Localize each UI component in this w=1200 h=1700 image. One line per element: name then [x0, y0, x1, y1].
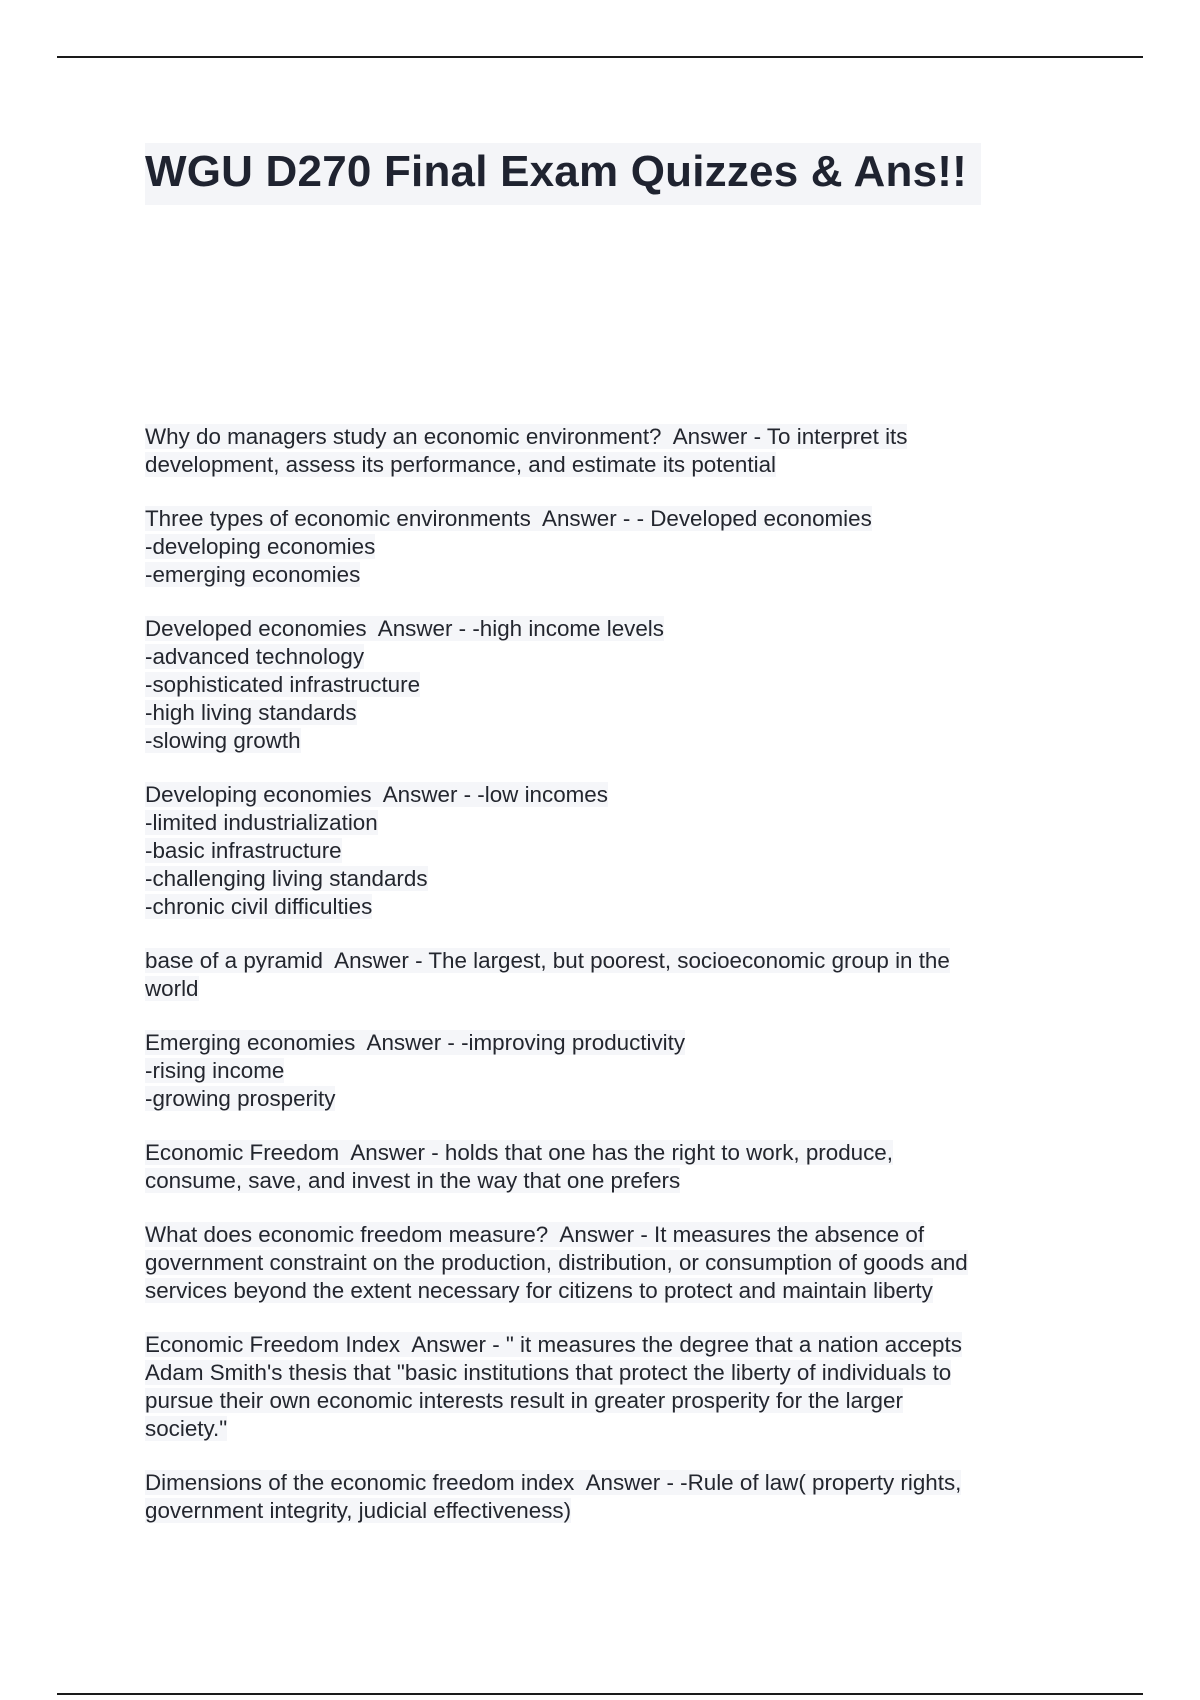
qa-line-text: -limited industrialization: [145, 810, 378, 835]
top-divider: [57, 56, 1143, 58]
qa-line-text: base of a pyramid Answer - The largest, but poorest, socioeconomic group in the: [145, 948, 950, 973]
qa-question-line: [145, 423, 1045, 451]
qa-answer-line: [145, 865, 1045, 893]
qa-line-text: society.": [145, 1416, 228, 1441]
qa-question-line: [145, 505, 1045, 533]
qa-line-text: -slowing growth: [145, 728, 301, 753]
qa-answer-line: [145, 893, 1045, 921]
qa-answer-line: [145, 451, 1045, 479]
qa-entry: [145, 1221, 1045, 1305]
qa-line-text: Developed economies Answer - -high income levels: [145, 616, 664, 641]
qa-line-text: Dimensions of the economic freedom index Answer - -Rule of law( property rights,: [145, 1470, 962, 1495]
qa-line-text: -emerging economies: [145, 562, 361, 587]
qa-line-text: -challenging living standards: [145, 866, 428, 891]
qa-line-text: pursue their own economic interests result in greater prosperity for the larger: [145, 1388, 903, 1413]
qa-line-text: development, assess its performance, and estimate its potential: [145, 452, 776, 477]
qa-line-text: government integrity, judicial effectiveness): [145, 1498, 572, 1523]
qa-answer-line: [145, 1057, 1045, 1085]
qa-line-text: Adam Smith's thesis that "basic institutions that protect the liberty of individuals to: [145, 1360, 952, 1385]
qa-line-text: -high living standards: [145, 700, 357, 725]
qa-answer-line: [145, 1415, 1045, 1443]
qa-answer-line: [145, 809, 1045, 837]
qa-line-text: government constraint on the production, distribution, or consumption of goods and: [145, 1250, 968, 1275]
qa-entry: [145, 781, 1045, 921]
qa-question-line: [145, 1139, 1045, 1167]
qa-line-text: -growing prosperity: [145, 1086, 336, 1111]
qa-answer-line: [145, 1387, 1045, 1415]
qa-line-text: What does economic freedom measure? Answer - It measures the absence of: [145, 1222, 925, 1247]
qa-answer-line: [145, 643, 1045, 671]
qa-entry: [145, 1139, 1045, 1195]
qa-answer-line: [145, 727, 1045, 755]
qa-line-text: Economic Freedom Answer - holds that one has the right to work, produce,: [145, 1140, 893, 1165]
qa-line-text: consume, save, and invest in the way that one prefers: [145, 1168, 681, 1193]
qa-answer-line: [145, 1167, 1045, 1195]
qa-line-text: -rising income: [145, 1058, 285, 1083]
qa-question-line: [145, 781, 1045, 809]
qa-line-text: services beyond the extent necessary for citizens to protect and maintain liberty: [145, 1278, 933, 1303]
qa-line-text: Economic Freedom Index Answer - " it measures the degree that a nation accepts: [145, 1332, 962, 1357]
qa-answer-line: [145, 1277, 1045, 1305]
qa-line-text: -developing economies: [145, 534, 376, 559]
bottom-divider: [57, 1693, 1143, 1695]
qa-answer-line: [145, 1359, 1045, 1387]
qa-answer-line: [145, 1497, 1045, 1525]
document-title: WGU D270 Final Exam Quizzes & Ans!!: [145, 143, 981, 205]
qa-line-text: -advanced technology: [145, 644, 365, 669]
qa-entry: [145, 505, 1045, 589]
qa-line-text: -chronic civil difficulties: [145, 894, 373, 919]
qa-entry: [145, 1331, 1045, 1443]
qa-entry: [145, 1029, 1045, 1113]
qa-entry: [145, 947, 1045, 1003]
qa-list: [145, 423, 1045, 1551]
qa-answer-line: [145, 1085, 1045, 1113]
qa-line-text: Why do managers study an economic environment? Answer - To interpret its: [145, 424, 908, 449]
qa-question-line: [145, 1469, 1045, 1497]
qa-entry: [145, 1469, 1045, 1525]
qa-question-line: [145, 1221, 1045, 1249]
qa-line-text: -sophisticated infrastructure: [145, 672, 421, 697]
qa-answer-line: [145, 975, 1045, 1003]
qa-answer-line: [145, 561, 1045, 589]
qa-entry: [145, 615, 1045, 755]
qa-line-text: Emerging economies Answer - -improving productivity: [145, 1030, 686, 1055]
qa-question-line: [145, 1029, 1045, 1057]
qa-question-line: [145, 1331, 1045, 1359]
qa-answer-line: [145, 1249, 1045, 1277]
qa-line-text: Three types of economic environments Answer - - Developed economies: [145, 506, 872, 531]
qa-answer-line: [145, 671, 1045, 699]
qa-question-line: [145, 615, 1045, 643]
qa-answer-line: [145, 699, 1045, 727]
qa-answer-line: [145, 837, 1045, 865]
qa-question-line: [145, 947, 1045, 975]
qa-answer-line: [145, 533, 1045, 561]
qa-line-text: Developing economies Answer - -low incomes: [145, 782, 608, 807]
qa-line-text: -basic infrastructure: [145, 838, 342, 863]
qa-entry: [145, 423, 1045, 479]
qa-line-text: world: [145, 976, 199, 1001]
